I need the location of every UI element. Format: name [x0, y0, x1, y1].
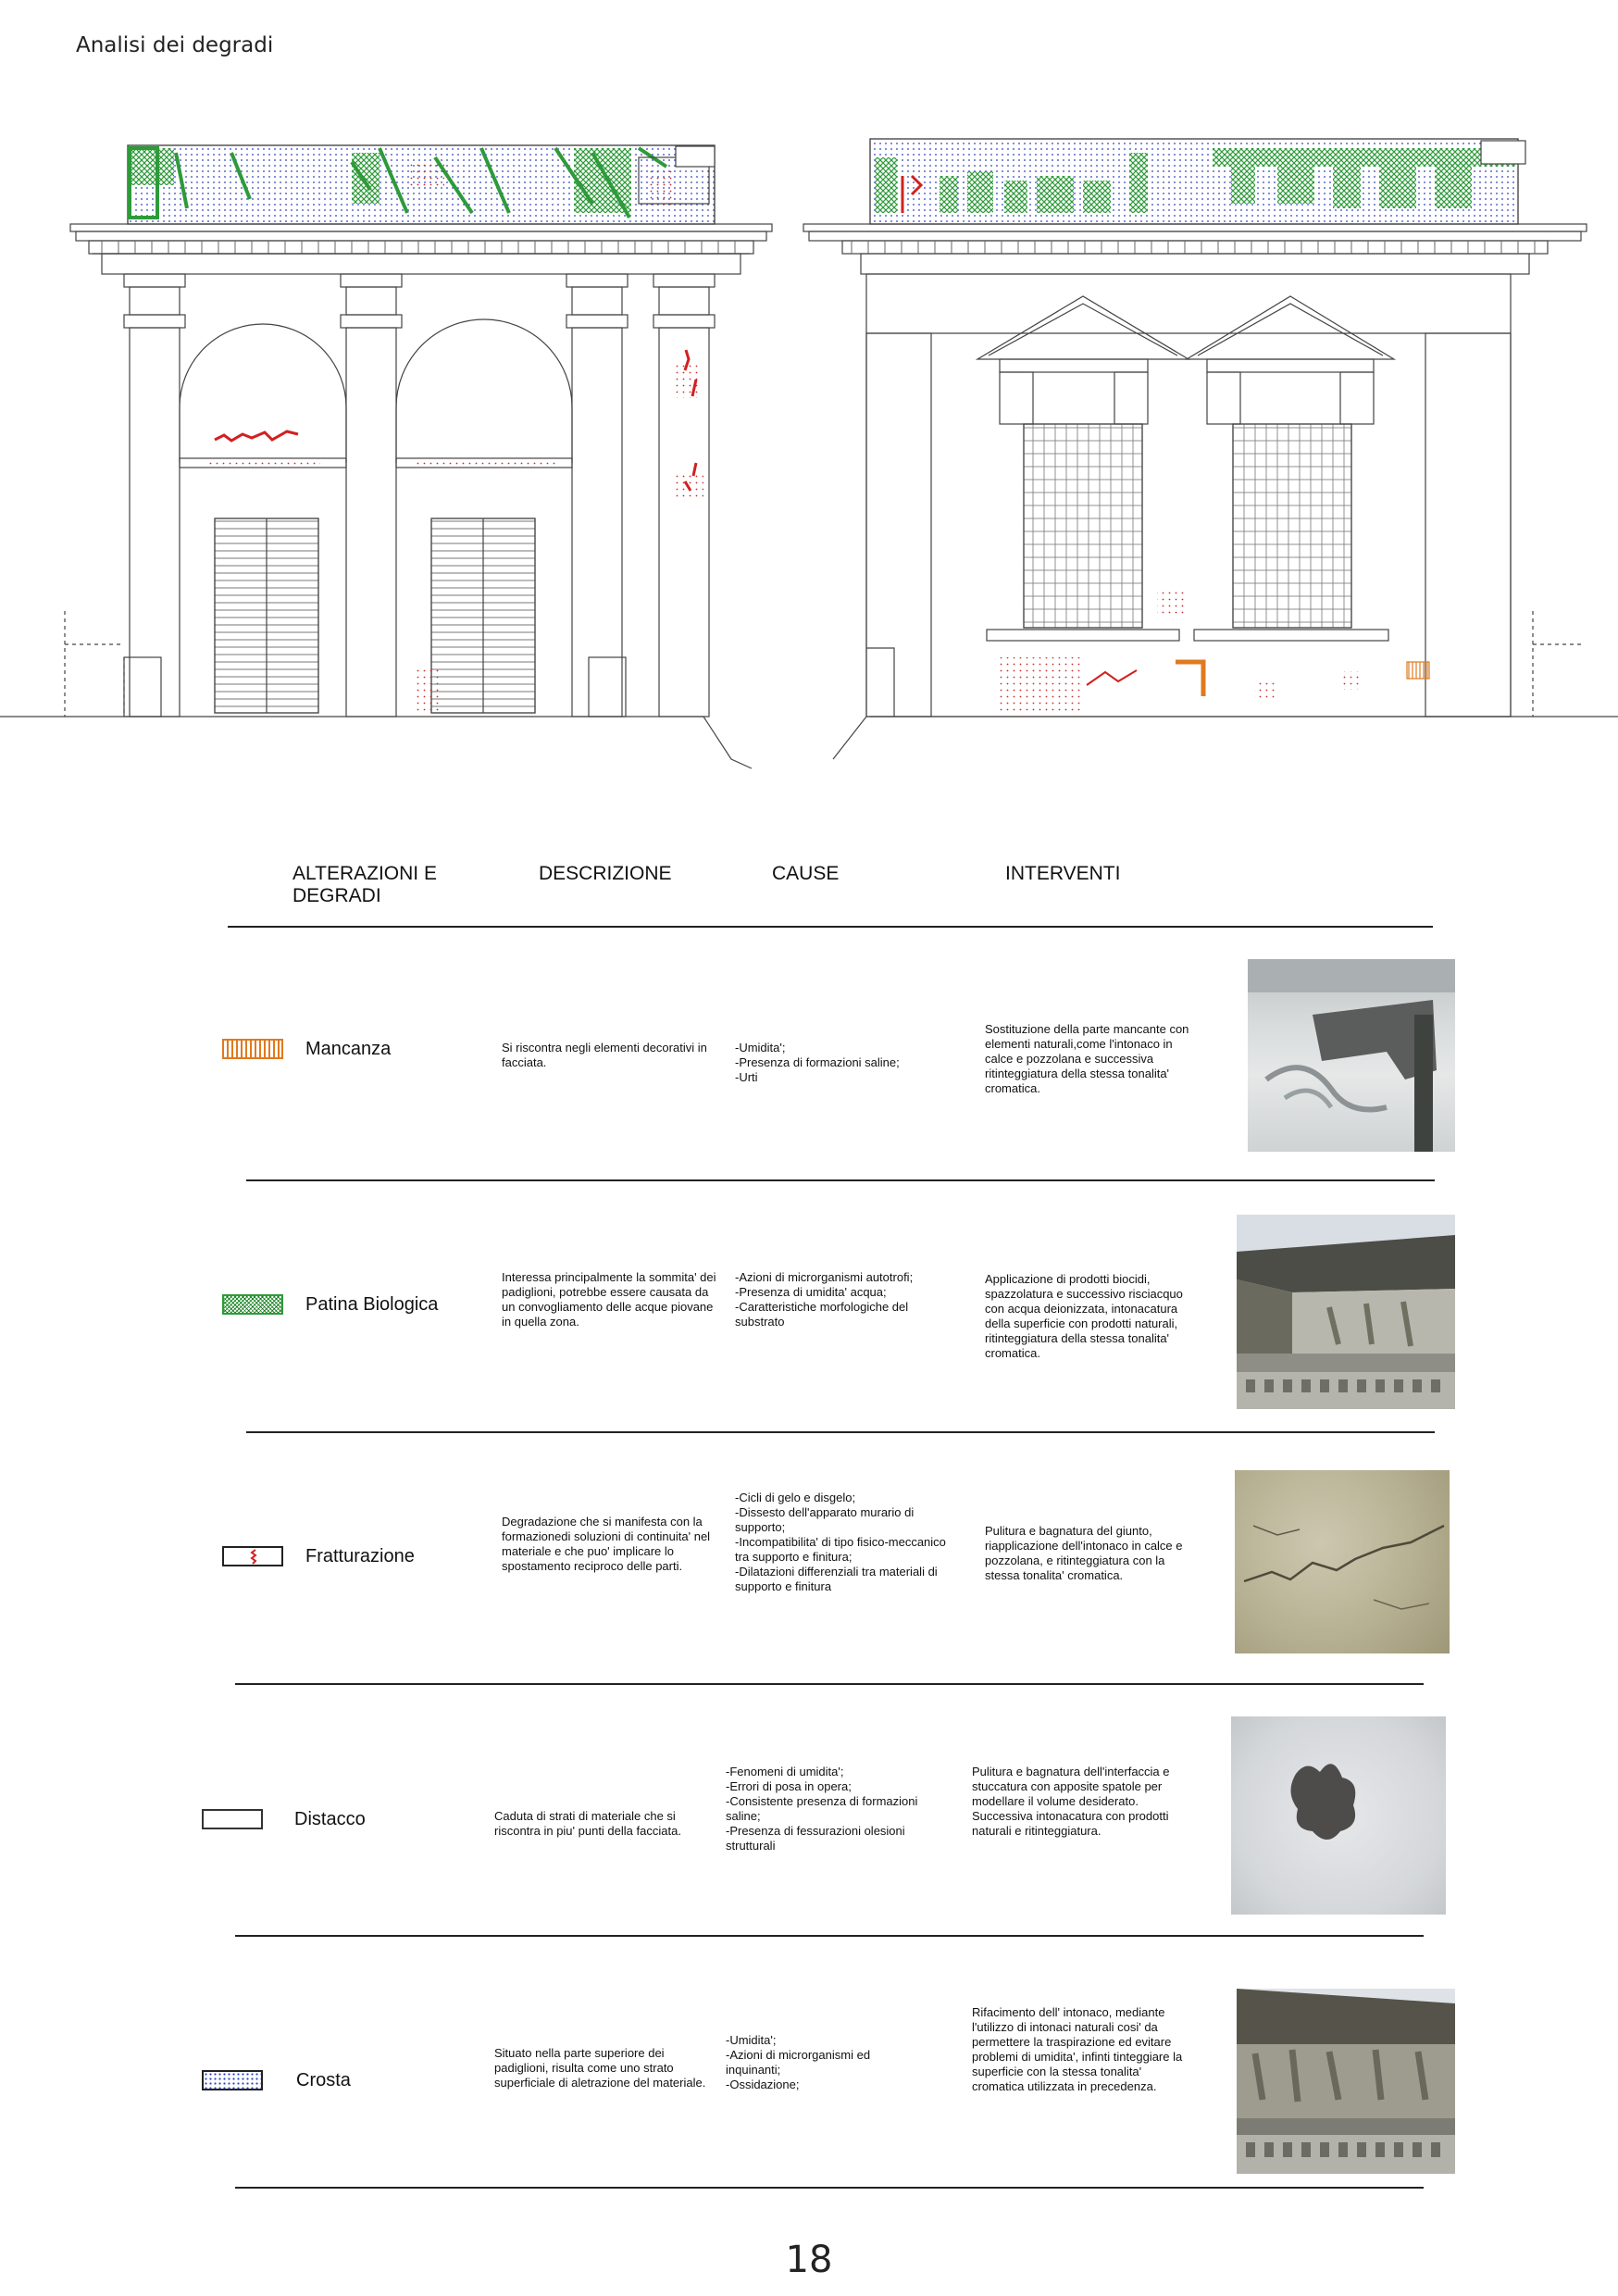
distacco-legend-swatch [202, 1809, 263, 1829]
descrizione-patina: Interessa principalmente la sommita' dei padiglioni, potrebbe essere causata da un convogliamento delle acque piovane in quella zona. [502, 1270, 716, 1329]
descrizione-fratturazione: Degradazione che si manifesta con la formazionedi soluzioni di continuita' nel materiale e che puo' implicare lo spostamento reciproco delle parti. [502, 1515, 711, 1573]
interventi-mancanza: Sostituzione della parte mancante con elementi naturali,come l'intonaco in calce e pozzolana e successiva ritinteggiatura della stessa tonalita' cromatica. [985, 1022, 1189, 1095]
table-rule [235, 1683, 1424, 1685]
photo-distacco [1231, 1716, 1446, 1915]
photo-fratturazione [1235, 1470, 1450, 1653]
frattura-legend-swatch [222, 1546, 283, 1566]
header-descrizione: DESCRIZIONE [539, 863, 672, 884]
legend-label-mancanza: Mancanza [305, 1039, 392, 1059]
legend-label-patina-biologica: Patina Biologica [305, 1294, 439, 1315]
header-cause: CAUSE [772, 863, 840, 884]
cause-patina: -Azioni di microrganismi autotrofi; -Presenza di umidita' acqua; -Caratteristiche morfologiche del substrato [735, 1270, 914, 1329]
cause-distacco: -Fenomeni di umidita'; -Errori di posa in opera; -Consistente presenza di formazioni saline; -Presenza di fessurazioni olesioni strutturali [726, 1765, 918, 1853]
page-number: 18 [785, 2239, 833, 2281]
right-elevation [803, 139, 1618, 759]
cause-mancanza: -Umidita'; -Presenza di formazioni saline; -Urti [735, 1041, 900, 1084]
descrizione-mancanza: Si riscontra negli elementi decorativi in facciata. [502, 1041, 707, 1069]
table-rule [235, 2187, 1424, 2189]
table-rule [246, 1431, 1435, 1433]
table-rule [235, 1935, 1424, 1937]
mancanza-legend-swatch [222, 1039, 283, 1059]
interventi-crosta: Rifacimento dell' intonaco, mediante l'utilizzo di intonaci naturali cosi' da permettere la traspirazione ed evitare problemi di umidita', infinti tinteggiare la superficie con la stessa tonalita' cromatica utilizzata in precedenza. [972, 2005, 1183, 2093]
page-header: Analisi dei degradi [76, 33, 274, 57]
cause-crosta: -Umidita'; -Azioni di microrganismi ed inquinanti; -Ossidazione; [726, 2033, 871, 2091]
table-rule [228, 926, 1433, 928]
header-interventi: INTERVENTI [1005, 863, 1121, 884]
legend-label-fratturazione: Fratturazione [305, 1546, 415, 1566]
descrizione-distacco: Caduta di strati di materiale che si riscontra in piu' punti della facciata. [494, 1809, 681, 1838]
crack-icon [224, 1548, 281, 1565]
legend-label-distacco: Distacco [294, 1809, 366, 1829]
legend-label-crosta: Crosta [296, 2070, 351, 2090]
header-alterazioni: ALTERAZIONI E DEGRADI [292, 863, 437, 906]
descrizione-crosta: Situato nella parte superiore dei padiglioni, risulta come uno strato superficiale di aletrazione del materiale. [494, 2046, 706, 2090]
facade-elevation-drawings [0, 130, 1618, 778]
interventi-fratturazione: Pulitura e bagnatura del giunto, riapplicazione dell'intonaco in calce e pozzolana, e ritinteggiatura con la stessa tonalita' cromatica. [985, 1524, 1183, 1582]
photo-mancanza [1248, 959, 1455, 1152]
interventi-patina: Applicazione di prodotti biocidi, spazzolatura e successivo risciacquo con acqua deionizzata, intonacatura della superficie con prodotti naturali, ritinteggiatura della stessa tonalita' cromatica. [985, 1272, 1183, 1360]
table-rule [246, 1179, 1435, 1181]
photo-patina-biologica [1237, 1215, 1455, 1409]
interventi-distacco: Pulitura e bagnatura dell'interfaccia e stuccatura con apposite spatole per modellare il volume desiderato. Successiva intonacatura con prodotti naturali e ritinteggiatura. [972, 1765, 1170, 1838]
left-elevation [0, 145, 772, 768]
photo-crosta [1237, 1989, 1455, 2174]
crosta-legend-swatch [202, 2070, 263, 2090]
cause-fratturazione: -Cicli di gelo e disgelo; -Dissesto dell'apparato murario di supporto; -Incompatibilita' di tipo fisico-meccanico tra supporto e finitura; -Dilatazioni differenziali tra materiali di supporto e finitura [735, 1491, 946, 1593]
patina-legend-swatch [222, 1294, 283, 1315]
